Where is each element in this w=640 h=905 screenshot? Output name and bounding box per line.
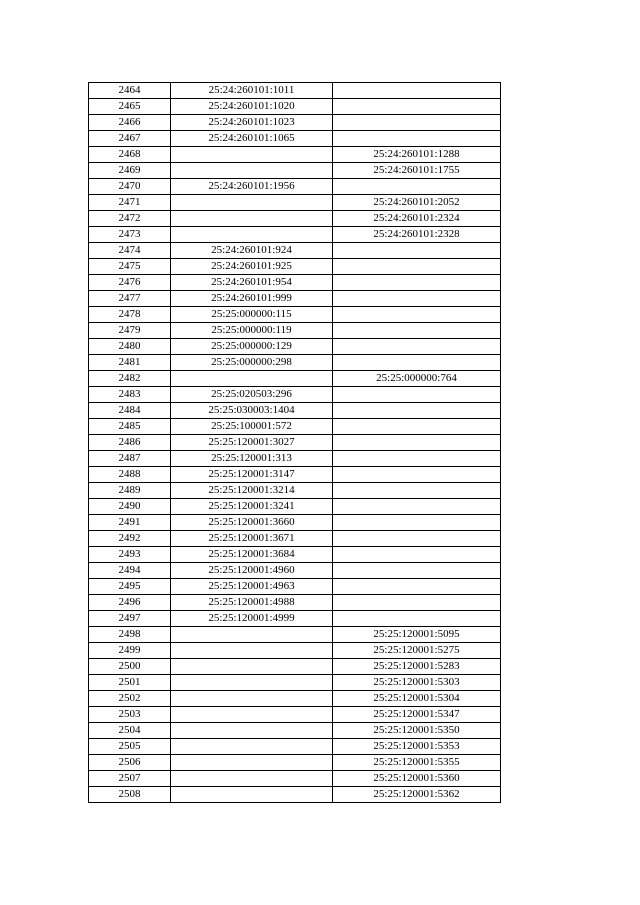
table-row — [89, 259, 501, 275]
table-row — [89, 307, 501, 323]
row-number-cell: 2472 — [89, 211, 171, 227]
cadastral-number-cell-col3: 25:25:120001:5347 — [333, 707, 501, 723]
table-row — [89, 531, 501, 547]
cadastral-number-cell-col3: 25:24:260101:1755 — [333, 163, 501, 179]
cadastral-number-cell-col3: 25:25:120001:5304 — [333, 691, 501, 707]
table-row — [89, 595, 501, 611]
row-number-cell: 2466 — [89, 115, 171, 131]
cadastral-number-cell-col2 — [171, 691, 333, 707]
row-number-cell: 2468 — [89, 147, 171, 163]
table-row — [89, 659, 501, 675]
table-row — [89, 547, 501, 563]
table-row — [89, 387, 501, 403]
cadastral-number-cell-col3 — [333, 435, 501, 451]
cadastral-number-cell-col3: 25:24:260101:2324 — [333, 211, 501, 227]
cadastral-number-cell-col3: 25:24:260101:1288 — [333, 147, 501, 163]
row-number-cell: 2505 — [89, 739, 171, 755]
cadastral-number-cell-col3: 25:25:120001:5362 — [333, 787, 501, 803]
row-number-cell: 2499 — [89, 643, 171, 659]
cadastral-number-cell-col2: 25:25:120001:4963 — [171, 579, 333, 595]
cadastral-number-cell-col3 — [333, 483, 501, 499]
table-row — [89, 707, 501, 723]
cadastral-number-cell-col2: 25:24:260101:1023 — [171, 115, 333, 131]
cadastral-number-cell-col3 — [333, 403, 501, 419]
cadastral-number-cell-col2 — [171, 195, 333, 211]
row-number-cell: 2465 — [89, 99, 171, 115]
cadastral-number-cell-col2 — [171, 755, 333, 771]
cadastral-number-cell-col2 — [171, 163, 333, 179]
cadastral-number-cell-col3 — [333, 243, 501, 259]
table-row — [89, 291, 501, 307]
row-number-cell: 2502 — [89, 691, 171, 707]
row-number-cell: 2475 — [89, 259, 171, 275]
cadastral-number-cell-col2: 25:25:120001:3671 — [171, 531, 333, 547]
table-row — [89, 115, 501, 131]
cadastral-number-cell-col3 — [333, 467, 501, 483]
table-row — [89, 355, 501, 371]
row-number-cell: 2480 — [89, 339, 171, 355]
row-number-cell: 2474 — [89, 243, 171, 259]
cadastral-number-cell-col2: 25:25:120001:4960 — [171, 563, 333, 579]
table-row — [89, 739, 501, 755]
table-row — [89, 163, 501, 179]
row-number-cell: 2473 — [89, 227, 171, 243]
row-number-cell: 2479 — [89, 323, 171, 339]
cadastral-number-cell-col2 — [171, 643, 333, 659]
row-number-cell: 2476 — [89, 275, 171, 291]
cadastral-number-cell-col3 — [333, 307, 501, 323]
table-row — [89, 787, 501, 803]
cadastral-number-cell-col3 — [333, 131, 501, 147]
cadastral-number-cell-col3 — [333, 179, 501, 195]
row-number-cell: 2504 — [89, 723, 171, 739]
cadastral-number-cell-col3 — [333, 419, 501, 435]
table-row — [89, 563, 501, 579]
cadastral-number-cell-col2 — [171, 371, 333, 387]
table-row — [89, 339, 501, 355]
cadastral-number-cell-col3 — [333, 355, 501, 371]
table-row — [89, 243, 501, 259]
cadastral-number-cell-col2: 25:25:120001:3241 — [171, 499, 333, 515]
cadastral-number-cell-col3 — [333, 547, 501, 563]
table-row — [89, 467, 501, 483]
cadastral-number-cell-col2 — [171, 227, 333, 243]
cadastral-number-cell-col2: 25:24:260101:1956 — [171, 179, 333, 195]
table-row — [89, 675, 501, 691]
cadastral-number-cell-col3: 25:25:120001:5353 — [333, 739, 501, 755]
cadastral-number-cell-col3: 25:25:120001:5283 — [333, 659, 501, 675]
row-number-cell: 2501 — [89, 675, 171, 691]
table-row — [89, 275, 501, 291]
row-number-cell: 2483 — [89, 387, 171, 403]
cadastral-number-cell-col2: 25:25:100001:572 — [171, 419, 333, 435]
cadastral-number-cell-col2 — [171, 147, 333, 163]
cadastral-number-cell-col2: 25:24:260101:1020 — [171, 99, 333, 115]
cadastral-number-cell-col2: 25:24:260101:1065 — [171, 131, 333, 147]
cadastral-number-cell-col3 — [333, 451, 501, 467]
cadastral-number-cell-col2: 25:25:120001:3660 — [171, 515, 333, 531]
cadastral-number-cell-col2: 25:25:120001:3214 — [171, 483, 333, 499]
cadastral-number-cell-col3 — [333, 579, 501, 595]
row-number-cell: 2498 — [89, 627, 171, 643]
row-number-cell: 2487 — [89, 451, 171, 467]
cadastral-number-cell-col2: 25:25:000000:115 — [171, 307, 333, 323]
cadastral-number-cell-col2 — [171, 771, 333, 787]
row-number-cell: 2471 — [89, 195, 171, 211]
cadastral-number-cell-col2: 25:24:260101:924 — [171, 243, 333, 259]
cadastral-number-cell-col3 — [333, 259, 501, 275]
row-number-cell: 2486 — [89, 435, 171, 451]
cadastral-number-cell-col2: 25:25:120001:4988 — [171, 595, 333, 611]
row-number-cell: 2492 — [89, 531, 171, 547]
table-row — [89, 627, 501, 643]
cadastral-number-cell-col3: 25:25:120001:5095 — [333, 627, 501, 643]
table-row — [89, 147, 501, 163]
table-row — [89, 611, 501, 627]
cadastral-number-cell-col2 — [171, 707, 333, 723]
row-number-cell: 2507 — [89, 771, 171, 787]
cadastral-number-cell-col3 — [333, 499, 501, 515]
table-row — [89, 499, 501, 515]
table-row — [89, 179, 501, 195]
cadastral-number-cell-col2: 25:24:260101:925 — [171, 259, 333, 275]
cadastral-number-cell-col3 — [333, 515, 501, 531]
cadastral-number-cell-col2: 25:25:020503:296 — [171, 387, 333, 403]
cadastral-number-cell-col2: 25:25:000000:298 — [171, 355, 333, 371]
cadastral-number-cell-col2: 25:25:000000:119 — [171, 323, 333, 339]
row-number-cell: 2493 — [89, 547, 171, 563]
table-row — [89, 403, 501, 419]
row-number-cell: 2497 — [89, 611, 171, 627]
cadastral-number-cell-col3 — [333, 115, 501, 131]
table-row — [89, 211, 501, 227]
row-number-cell: 2496 — [89, 595, 171, 611]
cadastral-number-cell-col3: 25:25:120001:5355 — [333, 755, 501, 771]
table-row — [89, 83, 501, 99]
cadastral-number-cell-col2: 25:25:120001:3027 — [171, 435, 333, 451]
cadastral-number-cell-col2: 25:25:030003:1404 — [171, 403, 333, 419]
table-row — [89, 691, 501, 707]
table-row — [89, 131, 501, 147]
cadastral-number-cell-col2: 25:24:260101:999 — [171, 291, 333, 307]
cadastral-number-cell-col2 — [171, 659, 333, 675]
cadastral-number-cell-col3: 25:25:120001:5360 — [333, 771, 501, 787]
cadastral-number-cell-col3 — [333, 291, 501, 307]
row-number-cell: 2469 — [89, 163, 171, 179]
table-row — [89, 99, 501, 115]
cadastral-number-cell-col3: 25:25:120001:5350 — [333, 723, 501, 739]
table-body — [89, 83, 501, 803]
cadastral-number-cell-col2 — [171, 739, 333, 755]
cadastral-number-table — [88, 82, 501, 803]
cadastral-number-cell-col3: 25:25:120001:5303 — [333, 675, 501, 691]
row-number-cell: 2478 — [89, 307, 171, 323]
cadastral-number-cell-col2: 25:24:260101:954 — [171, 275, 333, 291]
cadastral-number-cell-col2: 25:25:120001:3147 — [171, 467, 333, 483]
row-number-cell: 2470 — [89, 179, 171, 195]
table-row — [89, 323, 501, 339]
row-number-cell: 2488 — [89, 467, 171, 483]
cadastral-number-cell-col2 — [171, 675, 333, 691]
table-row — [89, 371, 501, 387]
table-row — [89, 451, 501, 467]
cadastral-number-cell-col3: 25:25:120001:5275 — [333, 643, 501, 659]
cadastral-number-cell-col3 — [333, 531, 501, 547]
table-row — [89, 435, 501, 451]
row-number-cell: 2494 — [89, 563, 171, 579]
table-row — [89, 723, 501, 739]
cadastral-number-cell-col2 — [171, 627, 333, 643]
row-number-cell: 2485 — [89, 419, 171, 435]
table-row — [89, 227, 501, 243]
cadastral-number-cell-col2 — [171, 211, 333, 227]
table-row — [89, 771, 501, 787]
row-number-cell: 2495 — [89, 579, 171, 595]
cadastral-number-cell-col3 — [333, 595, 501, 611]
cadastral-number-cell-col2: 25:25:120001:3684 — [171, 547, 333, 563]
row-number-cell: 2506 — [89, 755, 171, 771]
row-number-cell: 2491 — [89, 515, 171, 531]
table-row — [89, 579, 501, 595]
cadastral-number-cell-col2: 25:25:120001:4999 — [171, 611, 333, 627]
cadastral-number-cell-col3: 25:24:260101:2052 — [333, 195, 501, 211]
cadastral-number-cell-col3 — [333, 99, 501, 115]
cadastral-number-cell-col3 — [333, 387, 501, 403]
cadastral-number-cell-col2: 25:24:260101:1011 — [171, 83, 333, 99]
cadastral-number-cell-col3 — [333, 563, 501, 579]
table-row — [89, 419, 501, 435]
table-row — [89, 515, 501, 531]
cadastral-number-cell-col3: 25:24:260101:2328 — [333, 227, 501, 243]
row-number-cell: 2464 — [89, 83, 171, 99]
cadastral-number-cell-col3 — [333, 83, 501, 99]
row-number-cell: 2489 — [89, 483, 171, 499]
cadastral-number-cell-col2 — [171, 787, 333, 803]
table-row — [89, 483, 501, 499]
cadastral-number-cell-col2: 25:25:000000:129 — [171, 339, 333, 355]
cadastral-number-cell-col2: 25:25:120001:313 — [171, 451, 333, 467]
row-number-cell: 2482 — [89, 371, 171, 387]
cadastral-number-cell-col3 — [333, 611, 501, 627]
row-number-cell: 2477 — [89, 291, 171, 307]
row-number-cell: 2503 — [89, 707, 171, 723]
table-row — [89, 643, 501, 659]
cadastral-number-cell-col2 — [171, 723, 333, 739]
table-row — [89, 195, 501, 211]
row-number-cell: 2467 — [89, 131, 171, 147]
cadastral-number-cell-col3 — [333, 339, 501, 355]
table-row — [89, 755, 501, 771]
row-number-cell: 2481 — [89, 355, 171, 371]
row-number-cell: 2484 — [89, 403, 171, 419]
row-number-cell: 2500 — [89, 659, 171, 675]
cadastral-number-cell-col3 — [333, 323, 501, 339]
row-number-cell: 2508 — [89, 787, 171, 803]
cadastral-number-cell-col3 — [333, 275, 501, 291]
row-number-cell: 2490 — [89, 499, 171, 515]
cadastral-number-cell-col3: 25:25:000000:764 — [333, 371, 501, 387]
